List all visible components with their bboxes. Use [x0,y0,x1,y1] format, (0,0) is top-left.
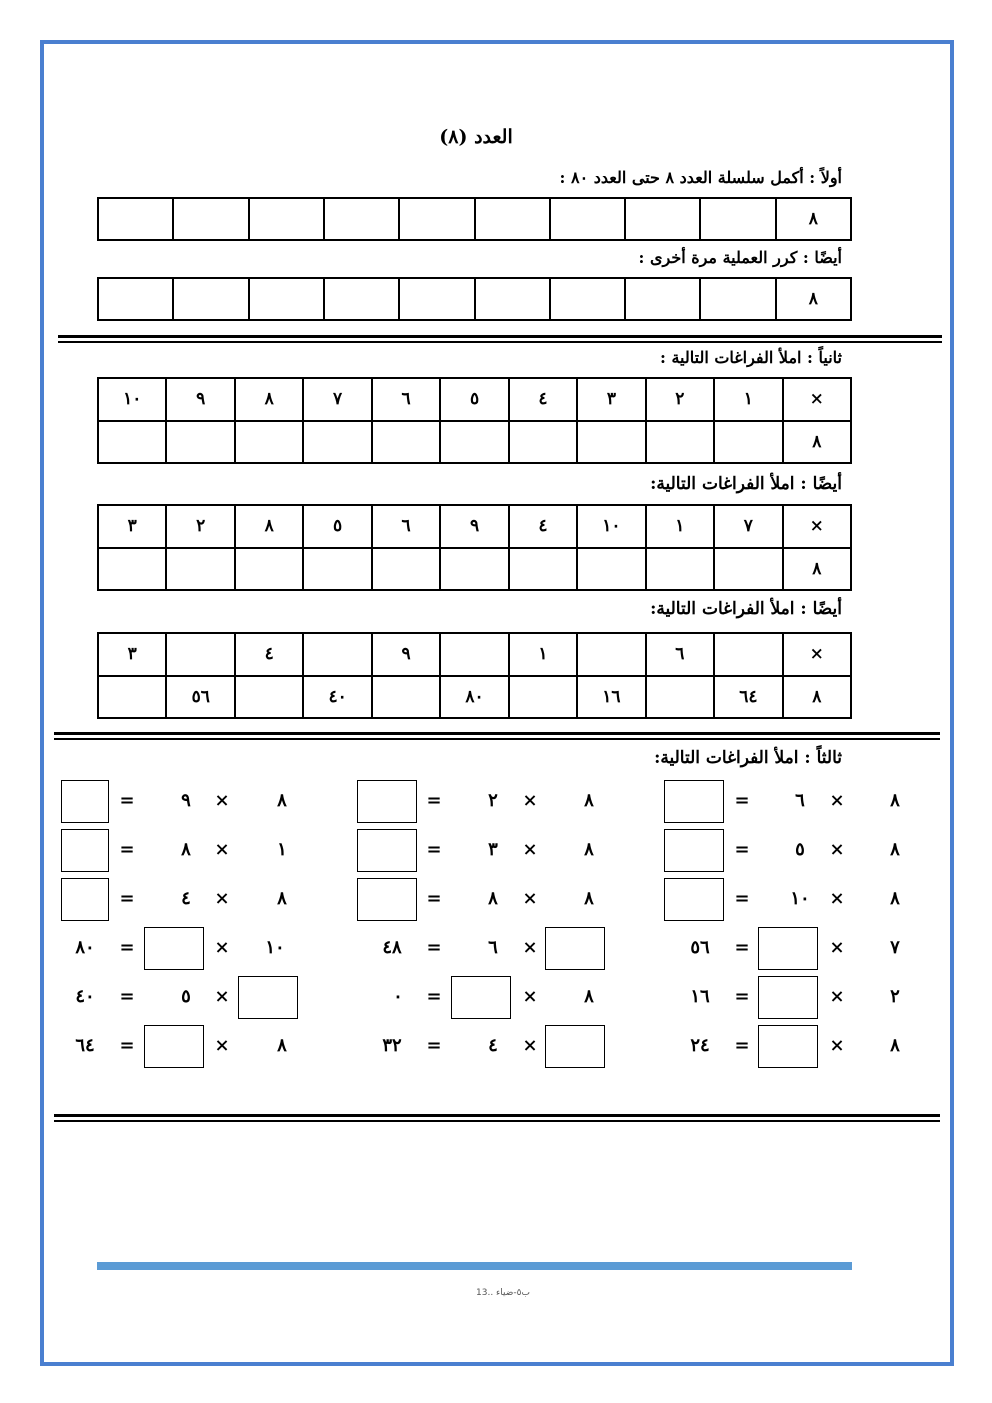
eq-number: ٨ [890,839,900,860]
page-number: 13 [476,1288,488,1298]
eq-number: ٣ [488,839,498,860]
grid-cell[interactable]: ٣ [577,378,645,421]
grid-cell[interactable] [303,548,371,591]
grid-cell[interactable] [166,548,234,591]
equals-sign: = [426,1035,442,1056]
grid-cell[interactable]: ٨ [235,505,303,548]
grid-cell[interactable] [166,421,234,464]
grid-cell[interactable]: ٤ [509,505,577,548]
eq-result: ٦٤ [75,1035,95,1056]
grid-cell[interactable] [509,421,577,464]
grid-cell[interactable] [714,548,782,591]
grid-cell[interactable]: ١ [714,378,782,421]
grid-cell[interactable] [475,198,550,240]
multiplication-table-1 [97,377,852,464]
equals-sign: = [426,937,442,958]
grid-cell[interactable]: ٨ [776,198,851,240]
eq-number: ٥ [181,986,191,1007]
times-sign: × [829,839,845,860]
grid-cell[interactable] [714,633,782,676]
grid-cell[interactable]: ٦٤ [714,676,782,719]
grid-cell[interactable] [249,278,324,320]
grid-cell[interactable] [550,198,625,240]
eq-number: ٤ [181,888,191,909]
answer-box[interactable] [357,829,417,872]
eq-number: ١ [277,839,287,860]
equals-sign: = [119,937,135,958]
grid-cell[interactable] [440,548,508,591]
grid-cell[interactable]: ٨ [783,676,851,719]
eq-result: ١٦ [690,986,710,1007]
grid-cell[interactable]: ٤٠ [303,676,371,719]
eq-number: ٦ [488,937,498,958]
eq-number: ٢ [488,790,498,811]
grid-cell[interactable] [372,421,440,464]
times-sign: × [214,839,230,860]
grid-cell[interactable]: × [783,505,851,548]
grid-cell[interactable] [577,633,645,676]
answer-box[interactable] [144,1025,204,1068]
table-bottom-row [98,676,851,719]
answer-box[interactable] [758,927,818,970]
answer-box[interactable] [758,1025,818,1068]
grid-cell[interactable] [98,421,166,464]
grid-cell[interactable] [646,421,714,464]
section2-heading: ثانياً : املأ الفراغات التالية : [659,348,842,367]
grid-cell[interactable]: × [783,378,851,421]
grid-cell[interactable] [98,198,173,240]
divider-1 [58,335,942,343]
times-sign: × [522,1035,538,1056]
eq-number: ٤ [488,1035,498,1056]
eq-number: ٨ [584,839,594,860]
times-sign: × [829,888,845,909]
equals-sign: = [426,839,442,860]
grid-cell[interactable] [700,278,775,320]
grid-cell[interactable] [372,676,440,719]
multiplication-table-2 [97,504,852,591]
eq-number: ٨ [584,986,594,1007]
eq-number: ١٠ [265,937,285,958]
equals-sign: = [734,839,750,860]
grid-cell[interactable]: ٨٠ [440,676,508,719]
times-sign: × [214,1035,230,1056]
grid-cell[interactable]: ٨ [783,421,851,464]
equals-sign: = [426,986,442,1007]
equals-sign: = [119,790,135,811]
equals-sign: = [426,888,442,909]
grid-cell[interactable]: ٣ [98,505,166,548]
times-sign: × [214,986,230,1007]
grid-cell[interactable]: ٦ [372,378,440,421]
grid-cell[interactable] [173,198,248,240]
grid-cell[interactable]: ٥ [440,378,508,421]
divider-3 [54,1114,940,1122]
grid-cell[interactable] [98,548,166,591]
eq-number: ٨ [277,888,287,909]
eq-number: ٨ [277,1035,287,1056]
eq-number: ٨ [181,839,191,860]
grid-cell[interactable] [399,278,474,320]
eq-result: ٤٨ [382,937,402,958]
grid-cell[interactable] [372,548,440,591]
times-sign: × [829,790,845,811]
answer-box[interactable] [758,976,818,1019]
divider-2 [54,732,940,740]
multiplication-table-3 [97,632,852,719]
answer-box[interactable] [61,829,109,872]
answer-box[interactable] [357,878,417,921]
eq-number: ١٠ [790,888,810,909]
equals-sign: = [119,839,135,860]
grid-cell[interactable] [577,421,645,464]
eq-number: ٨ [890,1035,900,1056]
times-sign: × [522,986,538,1007]
series-row-2 [97,277,852,321]
eq-number: ٦ [795,790,805,811]
table-top-row [98,378,851,421]
grid-cell[interactable] [550,278,625,320]
series-row [98,198,851,240]
eq-number: ٨ [890,888,900,909]
answer-box[interactable] [144,927,204,970]
equals-sign: = [119,888,135,909]
grid-cell[interactable]: ٨ [776,278,851,320]
section2-heading-2: أيضًا : املأ الفراغات التالية: [650,474,842,494]
section3-heading: ثالثاً : املأ الفراغات التالية: [654,748,842,768]
eq-result: ٥٦ [690,937,710,958]
grid-cell[interactable] [235,676,303,719]
answer-box[interactable] [545,927,605,970]
table-top-row [98,505,851,548]
grid-cell[interactable] [98,278,173,320]
eq-result: ٨٠ [75,937,95,958]
grid-cell[interactable] [509,676,577,719]
footer-bar [97,1262,852,1270]
eq-number: ٨ [890,790,900,811]
table-top-row [98,633,851,676]
eq-number: ٥ [795,839,805,860]
grid-cell[interactable]: ٤ [509,378,577,421]
grid-cell[interactable]: ٥٦ [166,676,234,719]
eq-number: ٧ [890,937,900,958]
table-bottom-row [98,548,851,591]
grid-cell[interactable] [173,278,248,320]
answer-box[interactable] [61,780,109,823]
grid-cell[interactable] [625,198,700,240]
grid-cell[interactable]: ٧ [303,378,371,421]
equals-sign: = [734,986,750,1007]
eq-number: ٨ [584,888,594,909]
grid-cell[interactable] [625,278,700,320]
series-row [98,278,851,320]
grid-cell[interactable]: × [783,633,851,676]
eq-result: ٣٢ [382,1035,402,1056]
grid-cell[interactable]: ١ [646,505,714,548]
grid-cell[interactable] [324,278,399,320]
grid-cell[interactable]: ٨ [783,548,851,591]
grid-cell[interactable]: ٩ [372,633,440,676]
section1-heading: أولاً : أكمل سلسلة العدد ٨ حتى العدد ٨٠ : [559,168,842,187]
grid-cell[interactable]: ١٦ [577,676,645,719]
grid-cell[interactable] [98,676,166,719]
equals-sign: = [426,790,442,811]
grid-cell[interactable]: ٩ [166,378,234,421]
grid-cell[interactable] [235,421,303,464]
section1-repeat-heading: أيضًا : كرر العملية مرة أخرى : [638,248,842,267]
footer-text: ب٥-ضياء .. [487,1288,530,1298]
grid-cell[interactable] [166,633,234,676]
equals-sign: = [734,1035,750,1056]
footer [0,1288,992,1298]
eq-number: ٨ [488,888,498,909]
times-sign: × [522,888,538,909]
answer-box[interactable] [664,780,724,823]
answer-box[interactable] [451,976,511,1019]
grid-cell[interactable]: ٢ [166,505,234,548]
times-sign: × [214,888,230,909]
grid-cell[interactable] [235,548,303,591]
equals-sign: = [734,888,750,909]
answer-box[interactable] [664,829,724,872]
grid-cell[interactable]: ٦ [646,633,714,676]
equals-sign: = [119,986,135,1007]
answer-box[interactable] [357,780,417,823]
grid-cell[interactable] [475,278,550,320]
equals-sign: = [734,937,750,958]
eq-result: ٠ [393,986,403,1007]
section2-heading-3: أيضًا : املأ الفراغات التالية: [650,599,842,619]
answer-box[interactable] [238,976,298,1019]
grid-cell[interactable] [509,548,577,591]
series-row-1 [97,197,852,241]
eq-result: ٤٠ [75,986,95,1007]
equals-sign: = [734,790,750,811]
grid-cell[interactable] [303,421,371,464]
times-sign: × [214,790,230,811]
times-sign: × [522,937,538,958]
grid-cell[interactable]: ٧ [714,505,782,548]
grid-cell[interactable] [399,198,474,240]
grid-cell[interactable] [324,198,399,240]
grid-cell[interactable] [303,633,371,676]
grid-cell[interactable] [577,548,645,591]
grid-cell[interactable] [714,421,782,464]
grid-cell[interactable]: ١٠ [577,505,645,548]
eq-number: ٢ [890,986,900,1007]
grid-cell[interactable] [249,198,324,240]
grid-cell[interactable]: ١ [509,633,577,676]
eq-number: ٩ [181,790,191,811]
grid-cell[interactable]: ٩ [440,505,508,548]
times-sign: × [829,937,845,958]
equals-sign: = [119,1035,135,1056]
times-sign: × [522,790,538,811]
answer-box[interactable] [61,878,109,921]
grid-cell[interactable] [440,633,508,676]
grid-cell[interactable] [646,548,714,591]
eq-result: ٢٤ [690,1035,710,1056]
times-sign: × [829,1035,845,1056]
answer-box[interactable] [664,878,724,921]
table-bottom-row [98,421,851,464]
page-title: العدد (٨) [439,126,513,148]
grid-cell[interactable]: ٨ [235,378,303,421]
answer-box[interactable] [545,1025,605,1068]
times-sign: × [214,937,230,958]
times-sign: × [522,839,538,860]
times-sign: × [829,986,845,1007]
grid-cell[interactable]: ٢ [646,378,714,421]
grid-cell[interactable]: ١٠ [98,378,166,421]
grid-cell[interactable]: ٥ [303,505,371,548]
grid-cell[interactable] [646,676,714,719]
grid-cell[interactable]: ٣ [98,633,166,676]
grid-cell[interactable]: ٦ [372,505,440,548]
grid-cell[interactable]: ٤ [235,633,303,676]
eq-number: ٨ [584,790,594,811]
eq-number: ٨ [277,790,287,811]
grid-cell[interactable] [440,421,508,464]
grid-cell[interactable] [700,198,775,240]
